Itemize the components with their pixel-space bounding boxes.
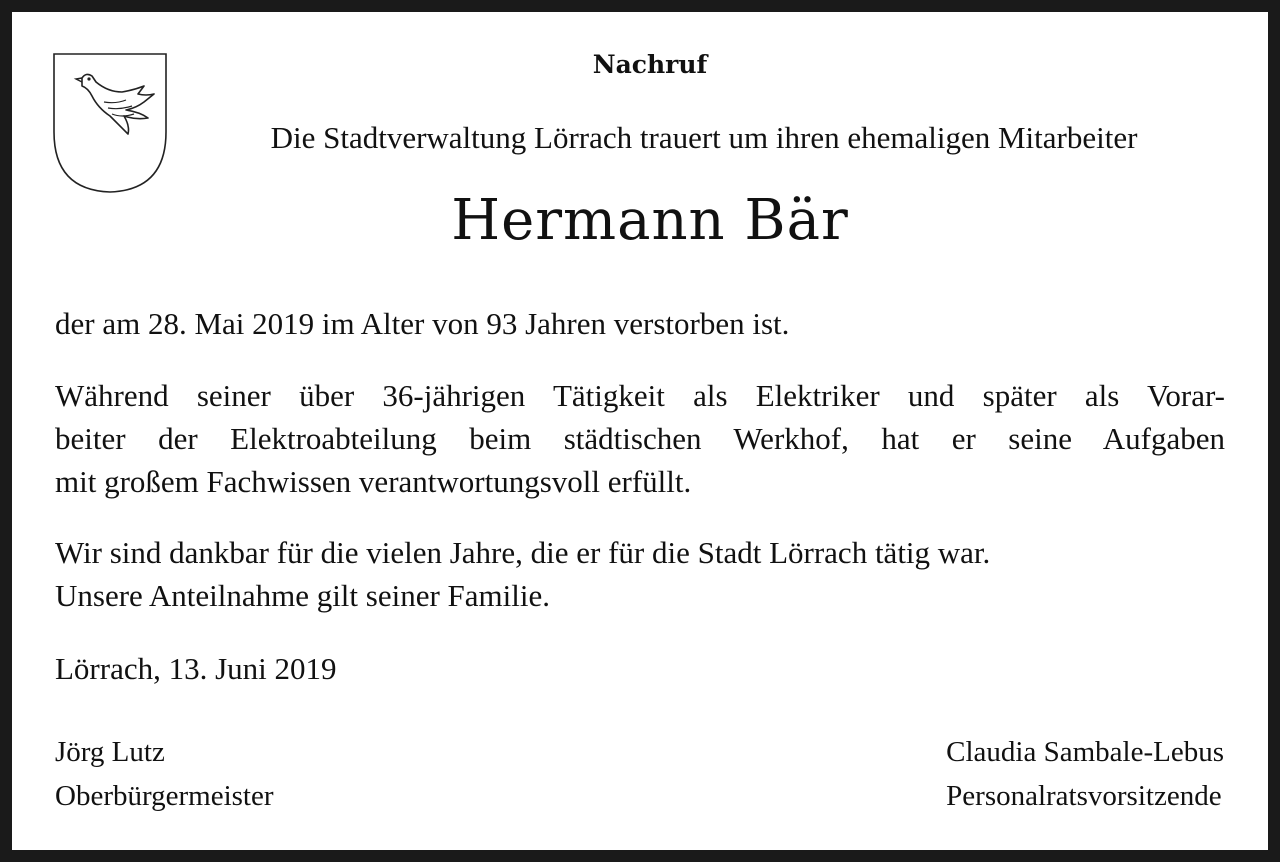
paragraph-career: [55, 374, 1225, 503]
signature-right: [946, 730, 1224, 818]
deceased-name: Hermann Bär: [451, 188, 849, 253]
signatory-role: Oberbürgermeister: [55, 780, 274, 812]
paragraph-line: mit großem Fachwissen verantwortungsvoll erfüllt.: [55, 464, 692, 499]
place-date: Lörrach, 13. Juni 2019: [55, 651, 337, 686]
paragraph-line: beiter der Elektroabteilung beim städtischen Werkhof, hat er seine Aufgaben: [55, 421, 1225, 456]
paragraph-death-info: der am 28. Mai 2019 im Alter von 93 Jahren verstorben ist.: [55, 306, 790, 341]
paragraph-line: Wir sind dankbar für die vielen Jahre, die er für die Stadt Lörrach tätig war.: [55, 535, 991, 570]
notice-title: Nachruf: [592, 50, 708, 79]
signatory-name: Claudia Sambale-Lebus: [946, 736, 1224, 768]
intro-text: Die Stadtverwaltung Lörrach trauert um ihren ehemaligen Mitarbeiter: [270, 120, 1138, 155]
paragraph-gratitude: [55, 531, 1225, 617]
paragraph-line: Während seiner über 36-jährigen Tätigkeit als Elektriker und später als Vorar-: [55, 378, 1225, 413]
signature-left: [55, 730, 274, 818]
obituary-notice: [12, 12, 1268, 850]
paragraph-line: Unsere Anteilnahme gilt seiner Familie.: [55, 578, 551, 613]
signatory-name: Jörg Lutz: [55, 736, 165, 768]
signatory-role: Personalratsvorsitzende: [946, 780, 1222, 812]
